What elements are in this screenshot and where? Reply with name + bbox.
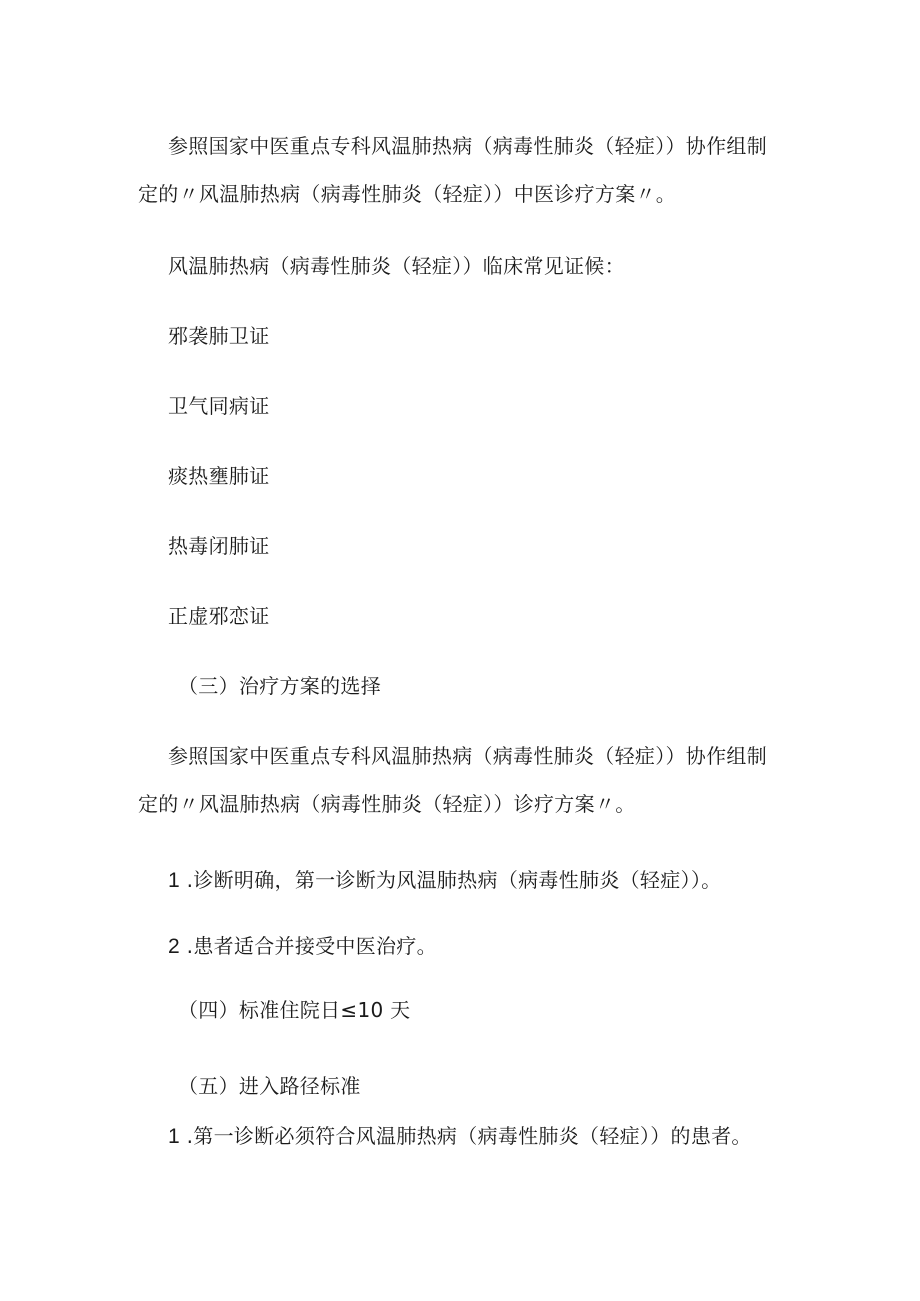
paragraph-line: 参照国家中医重点专科风温肺热病（病毒性肺炎（轻症））协作组制 (168, 134, 767, 158)
syndrome-item: 正虚邪恋证 (168, 604, 270, 628)
numbered-item (168, 1124, 752, 1149)
item-text: .诊断明确，第一诊断为风温肺热病（病毒性肺炎（轻症））。 (186, 868, 722, 892)
syndrome-item: 邪袭肺卫证 (168, 324, 270, 348)
paragraph-line: 定的〃风温肺热病（病毒性肺炎（轻症））中医诊疗方案〃。 (138, 182, 677, 206)
paragraph-line: 风温肺热病（病毒性肺炎（轻症））临床常见证候： (168, 254, 625, 278)
item-text: .患者适合并接受中医治疗。 (186, 934, 437, 958)
syndrome-item: 热毒闭肺证 (168, 534, 270, 558)
syndrome-item: 痰热壅肺证 (168, 464, 270, 488)
paragraph-line: 定的〃风温肺热病（病毒性肺炎（轻症））诊疗方案〃。 (138, 792, 636, 816)
item-number: 1 (168, 1125, 180, 1148)
numbered-item (168, 934, 437, 959)
section-heading: （四）标准住院日≤10 天 (178, 998, 411, 1022)
item-number: 1 (168, 869, 180, 892)
numbered-item (168, 868, 721, 893)
syndrome-item: 卫气同病证 (168, 394, 270, 418)
section-heading: （五）进入路径标准 (178, 1074, 361, 1098)
paragraph-line: 参照国家中医重点专科风温肺热病（病毒性肺炎（轻症））协作组制 (168, 744, 767, 768)
item-number: 2 (168, 935, 180, 958)
item-text: .第一诊断必须符合风温肺热病（病毒性肺炎（轻症））的患者。 (186, 1124, 752, 1148)
section-heading: （三）治疗方案的选择 (178, 674, 381, 698)
